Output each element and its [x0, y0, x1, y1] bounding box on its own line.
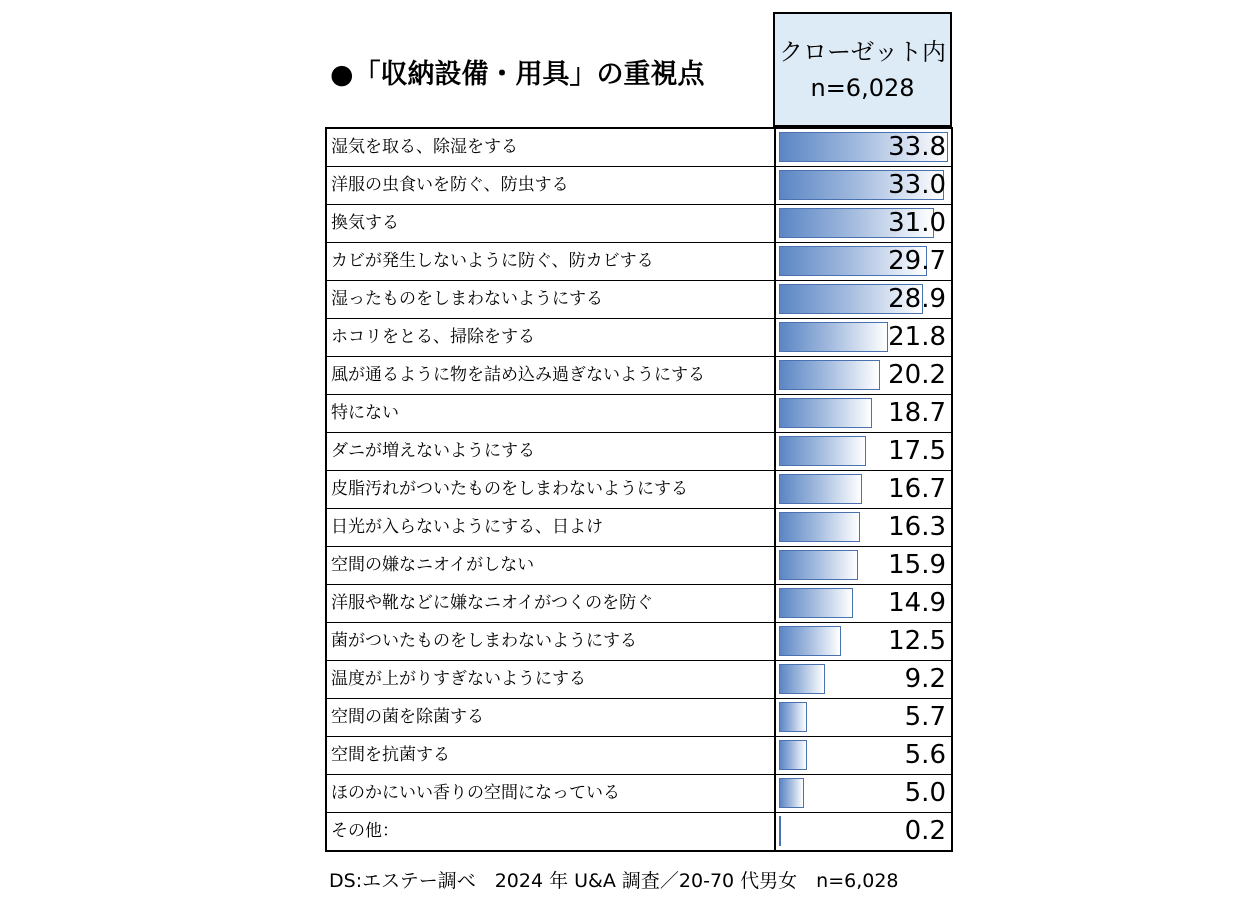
category-label: 温度が上がりすぎないようにする [331, 669, 586, 689]
value-cell [774, 623, 951, 660]
table-row [327, 395, 951, 433]
bar [779, 702, 807, 732]
value-cell [774, 357, 951, 394]
data-label: 20.2 [888, 360, 946, 390]
bar [779, 550, 858, 580]
table-row [327, 471, 951, 509]
bar [779, 740, 807, 770]
data-label: 17.5 [888, 436, 946, 466]
category-label: 日光が入らないようにする、日よけ [331, 517, 603, 537]
bar-table [325, 127, 953, 852]
value-cell [774, 243, 951, 280]
table-row [327, 585, 951, 623]
value-cell [774, 737, 951, 774]
value-cell [774, 775, 951, 812]
value-cell [774, 813, 951, 850]
value-cell [774, 661, 951, 698]
bar [779, 398, 872, 428]
category-label: カビが発生しないように防ぐ、防カビする [331, 251, 654, 271]
table-row [327, 737, 951, 775]
table-row [327, 129, 951, 167]
category-label: ダニが増えないようにする [331, 441, 535, 461]
bar [779, 474, 862, 504]
value-cell [774, 471, 951, 508]
category-label: 風が通るように物を詰め込み過ぎないようにする [331, 365, 705, 385]
category-label: 湿気を取る、除湿をする [331, 137, 518, 157]
table-row [327, 205, 951, 243]
data-label: 0.2 [904, 816, 946, 846]
data-label: 14.9 [888, 588, 946, 618]
bar [779, 664, 825, 694]
table-row [327, 813, 951, 851]
bar [779, 588, 853, 618]
value-cell [774, 319, 951, 356]
data-label: 29.7 [888, 246, 946, 276]
value-cell [774, 509, 951, 546]
column-header-sample-size: n=6,028 [810, 73, 915, 102]
data-label: 5.6 [904, 740, 946, 770]
column-header-name: クローゼット内 [778, 37, 947, 66]
data-label: 5.7 [904, 702, 946, 732]
data-label: 5.0 [904, 778, 946, 808]
category-label: 洋服の虫食いを防ぐ、防虫する [331, 175, 569, 195]
category-label: 空間の嫌なニオイがしない [331, 555, 535, 575]
table-row [327, 167, 951, 205]
bar [779, 626, 841, 656]
category-label: 換気する [331, 213, 399, 233]
chart-title: ●「収納設備・用具」の重視点 [330, 59, 705, 90]
bar [779, 322, 888, 352]
value-cell [774, 699, 951, 736]
data-label: 28.9 [888, 284, 946, 314]
table-row [327, 319, 951, 357]
value-cell [774, 547, 951, 584]
data-label: 12.5 [888, 626, 946, 656]
category-label: 皮脂汚れがついたものをしまわないようにする [331, 479, 688, 499]
value-cell [774, 167, 951, 204]
data-label: 33.8 [888, 132, 946, 162]
value-cell [774, 433, 951, 470]
table-row [327, 357, 951, 395]
category-label: ホコリをとる、掃除をする [331, 327, 535, 347]
value-cell [774, 585, 951, 622]
value-cell [774, 205, 951, 242]
category-label: 特にない [331, 403, 399, 423]
value-cell [774, 395, 951, 432]
data-label: 16.3 [888, 512, 946, 542]
table-row [327, 433, 951, 471]
category-label: その他： [331, 821, 399, 841]
source-note: DS:エステー調べ 2024 年 U&A 調査／20-70 代男女 n=6,028 [329, 870, 899, 892]
column-header [773, 12, 952, 127]
bar [779, 436, 866, 466]
data-label: 9.2 [904, 664, 946, 694]
category-label: 空間を抗菌する [331, 745, 450, 765]
table-row [327, 623, 951, 661]
table-row [327, 509, 951, 547]
data-label: 21.8 [888, 322, 946, 352]
table-row [327, 281, 951, 319]
category-label: 洋服や靴などに嫌なニオイがつくのを防ぐ [331, 593, 654, 613]
data-label: 18.7 [888, 398, 946, 428]
category-label: 空間の菌を除菌する [331, 707, 484, 727]
bar [779, 360, 880, 390]
data-label: 16.7 [888, 474, 946, 504]
bar [779, 816, 781, 846]
table-row [327, 243, 951, 281]
table-row [327, 661, 951, 699]
value-cell [774, 281, 951, 318]
bar [779, 512, 860, 542]
data-label: 15.9 [888, 550, 946, 580]
data-label: 33.0 [888, 170, 946, 200]
bar [779, 778, 804, 808]
data-label: 31.0 [888, 208, 946, 238]
category-label: ほのかにいい香りの空間になっている [331, 783, 620, 803]
value-cell [774, 129, 951, 166]
table-row [327, 699, 951, 737]
category-label: 菌がついたものをしまわないようにする [331, 631, 637, 651]
table-row [327, 547, 951, 585]
table-row [327, 775, 951, 813]
category-label: 湿ったものをしまわないようにする [331, 289, 603, 309]
